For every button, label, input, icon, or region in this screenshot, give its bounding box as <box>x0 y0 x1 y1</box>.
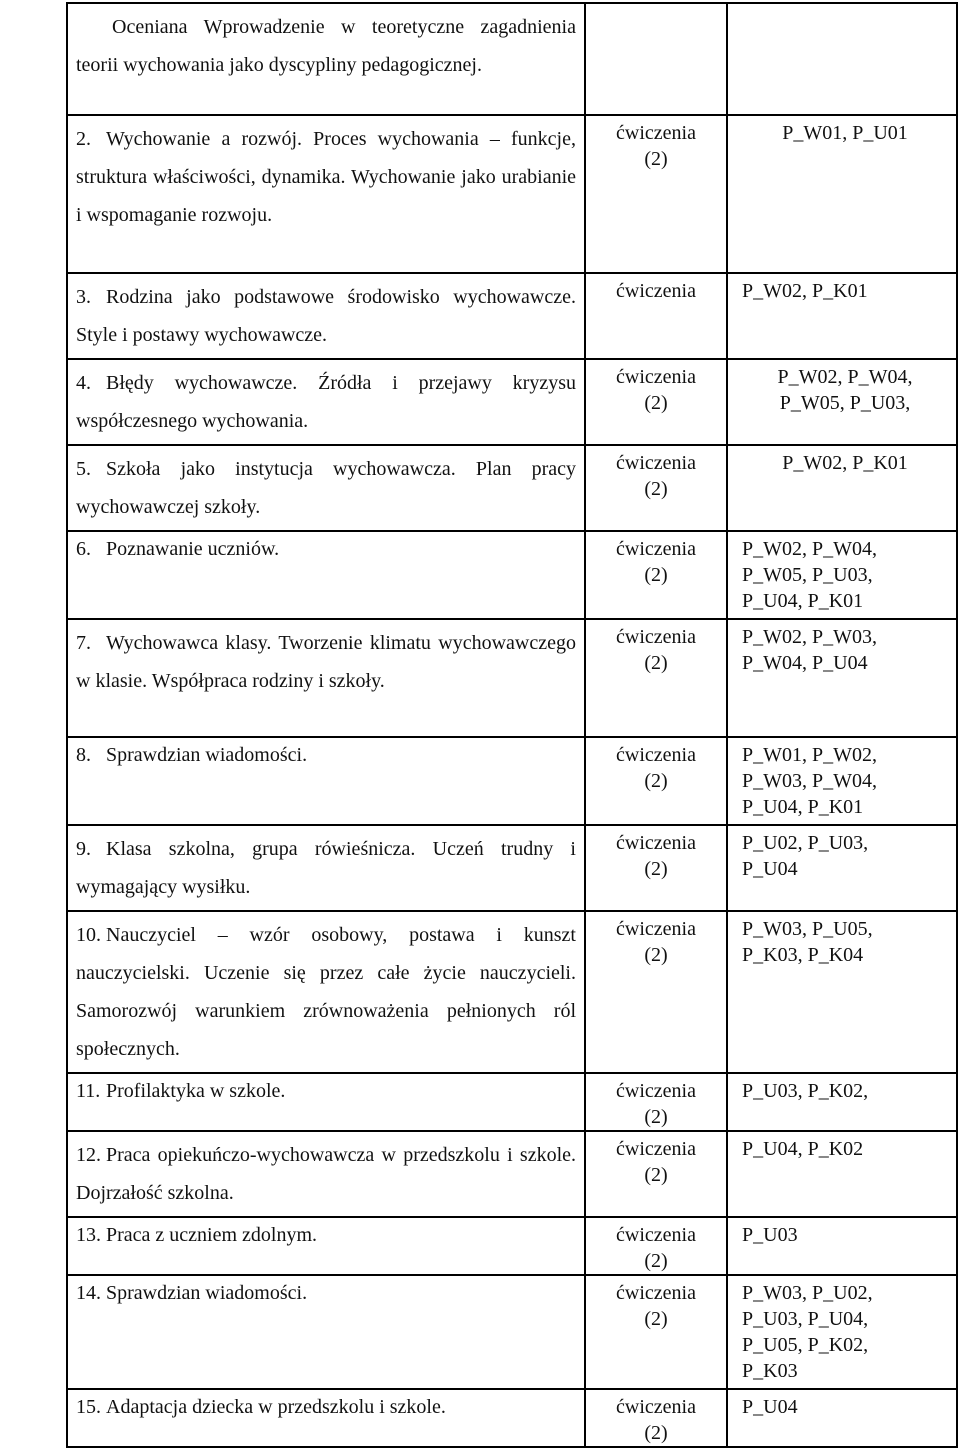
effects-cell: P_W02, P_W03, P_W04, P_U04 <box>727 619 957 737</box>
topic-text: Klasa szkolna, grupa rówieśnicza. Uczeń trudny i wymagający wysiłku. <box>76 838 576 898</box>
topic-number: 14. <box>76 1282 101 1304</box>
form-cell: ćwiczenia (2) <box>585 359 727 445</box>
topic-number: 2. <box>76 128 91 150</box>
effects-cell: P_W02, P_K01 <box>727 273 957 359</box>
topic-text: Adaptacja dziecka w przedszkolu i szkole. <box>106 1396 446 1418</box>
topic-text: Praca opiekuńczo-wychowawcza w przedszkolu i szkole. Dojrzałość szkolna. <box>76 1144 576 1204</box>
effects-cell: P_W01, P_W02, P_W03, P_W04, P_U04, P_K01 <box>727 737 957 825</box>
table-row <box>67 115 957 273</box>
effects-cell: P_W03, P_U05, P_K03, P_K04 <box>727 911 957 1073</box>
topic-cell <box>67 1217 585 1275</box>
table-row <box>67 3 957 115</box>
effects-cell <box>727 3 957 115</box>
table-row <box>67 445 957 531</box>
topic-number: 3. <box>76 286 91 308</box>
topic-cell <box>67 737 585 825</box>
form-cell: ćwiczenia (2) <box>585 619 727 737</box>
table-row <box>67 1217 957 1275</box>
topic-number: 9. <box>76 838 91 860</box>
topic-cell <box>67 619 585 737</box>
topic-number: 12. <box>76 1144 101 1166</box>
topic-cell <box>67 115 585 273</box>
topic-text: Poznawanie uczniów. <box>106 538 280 560</box>
table-row <box>67 1389 957 1447</box>
topic-text: Sprawdzian wiadomości. <box>106 1282 308 1304</box>
topic-text: Wychowanie a rozwój. Proces wychowania – funkcje, struktura właściwości, dynamika. Wychowanie jako urabianie i wspomaganie rozwoju. <box>76 128 576 226</box>
topic-number: 15. <box>76 1396 101 1418</box>
topic-cell <box>67 273 585 359</box>
topic-cell <box>67 911 585 1073</box>
table-row <box>67 1073 957 1131</box>
topic-cell <box>67 359 585 445</box>
topic-number: 6. <box>76 538 91 560</box>
table-row <box>67 737 957 825</box>
form-cell: ćwiczenia (2) <box>585 1389 727 1447</box>
topic-number: 13. <box>76 1224 101 1246</box>
effects-cell: P_W02, P_W04, P_W05, P_U03, <box>727 359 957 445</box>
form-cell: ćwiczenia (2) <box>585 1131 727 1217</box>
topic-number: 7. <box>76 632 91 654</box>
topic-text: Oceniana Wprowadzenie w teoretyczne zagadnienia teorii wychowania jako dyscypliny pedagogicznej. <box>76 16 576 76</box>
effects-cell: P_W03, P_U02, P_U03, P_U04, P_U05, P_K02, P_K03 <box>727 1275 957 1389</box>
form-cell: ćwiczenia (2) <box>585 1217 727 1275</box>
table-row <box>67 359 957 445</box>
topic-text: Rodzina jako podstawowe środowisko wychowawcze. Style i postawy wychowawcze. <box>76 286 576 346</box>
topic-cell <box>67 445 585 531</box>
table-row <box>67 273 957 359</box>
topic-text: Profilaktyka w szkole. <box>106 1080 286 1102</box>
table-row <box>67 531 957 619</box>
topic-text: Sprawdzian wiadomości. <box>106 744 308 766</box>
table-row <box>67 825 957 911</box>
topic-cell <box>67 825 585 911</box>
topic-text: Nauczyciel – wzór osobowy, postawa i kunszt nauczycielski. Uczenie się przez całe życie nauczycieli. Samorozwój warunkiem zrównoważenia pełnionych ról społecznych. <box>76 924 576 1060</box>
effects-cell: P_W02, P_K01 <box>727 445 957 531</box>
effects-cell: P_U04, P_K02 <box>727 1131 957 1217</box>
form-cell: ćwiczenia (2) <box>585 911 727 1073</box>
table-row <box>67 1275 957 1389</box>
form-cell: ćwiczenia <box>585 273 727 359</box>
topic-text: Szkoła jako instytucja wychowawcza. Plan pracy wychowawczej szkoły. <box>76 458 576 518</box>
effects-cell: P_U03 <box>727 1217 957 1275</box>
topic-cell <box>67 1275 585 1389</box>
topic-cell <box>67 1131 585 1217</box>
topic-text: Praca z uczniem zdolnym. <box>106 1224 318 1246</box>
topic-cell <box>67 1389 585 1447</box>
form-cell: ćwiczenia (2) <box>585 445 727 531</box>
effects-cell: P_U02, P_U03, P_U04 <box>727 825 957 911</box>
topic-number: 4. <box>76 372 91 394</box>
topic-number: 10. <box>76 924 101 946</box>
form-cell: ćwiczenia (2) <box>585 737 727 825</box>
topic-number: 8. <box>76 744 91 766</box>
effects-cell: P_U03, P_K02, <box>727 1073 957 1131</box>
form-cell: ćwiczenia (2) <box>585 825 727 911</box>
form-cell: ćwiczenia (2) <box>585 115 727 273</box>
effects-cell: P_U04 <box>727 1389 957 1447</box>
effects-cell: P_W01, P_U01 <box>727 115 957 273</box>
effects-cell: P_W02, P_W04, P_W05, P_U03, P_U04, P_K01 <box>727 531 957 619</box>
syllabus-table <box>66 2 958 1448</box>
table-row <box>67 1131 957 1217</box>
table-row <box>67 619 957 737</box>
topic-text: Wychowawca klasy. Tworzenie klimatu wychowawczego w klasie. Współpraca rodziny i szkoły. <box>76 632 576 692</box>
topic-text: Błędy wychowawcze. Źródła i przejawy kryzysu współczesnego wychowania. <box>76 372 576 432</box>
table-row <box>67 911 957 1073</box>
form-cell: ćwiczenia (2) <box>585 1275 727 1389</box>
topic-cell <box>67 3 585 115</box>
topic-number: 5. <box>76 458 91 480</box>
topic-number: 11. <box>76 1080 101 1102</box>
topic-cell <box>67 1073 585 1131</box>
topic-cell <box>67 531 585 619</box>
form-cell <box>585 3 727 115</box>
form-cell: ćwiczenia (2) <box>585 1073 727 1131</box>
form-cell: ćwiczenia (2) <box>585 531 727 619</box>
